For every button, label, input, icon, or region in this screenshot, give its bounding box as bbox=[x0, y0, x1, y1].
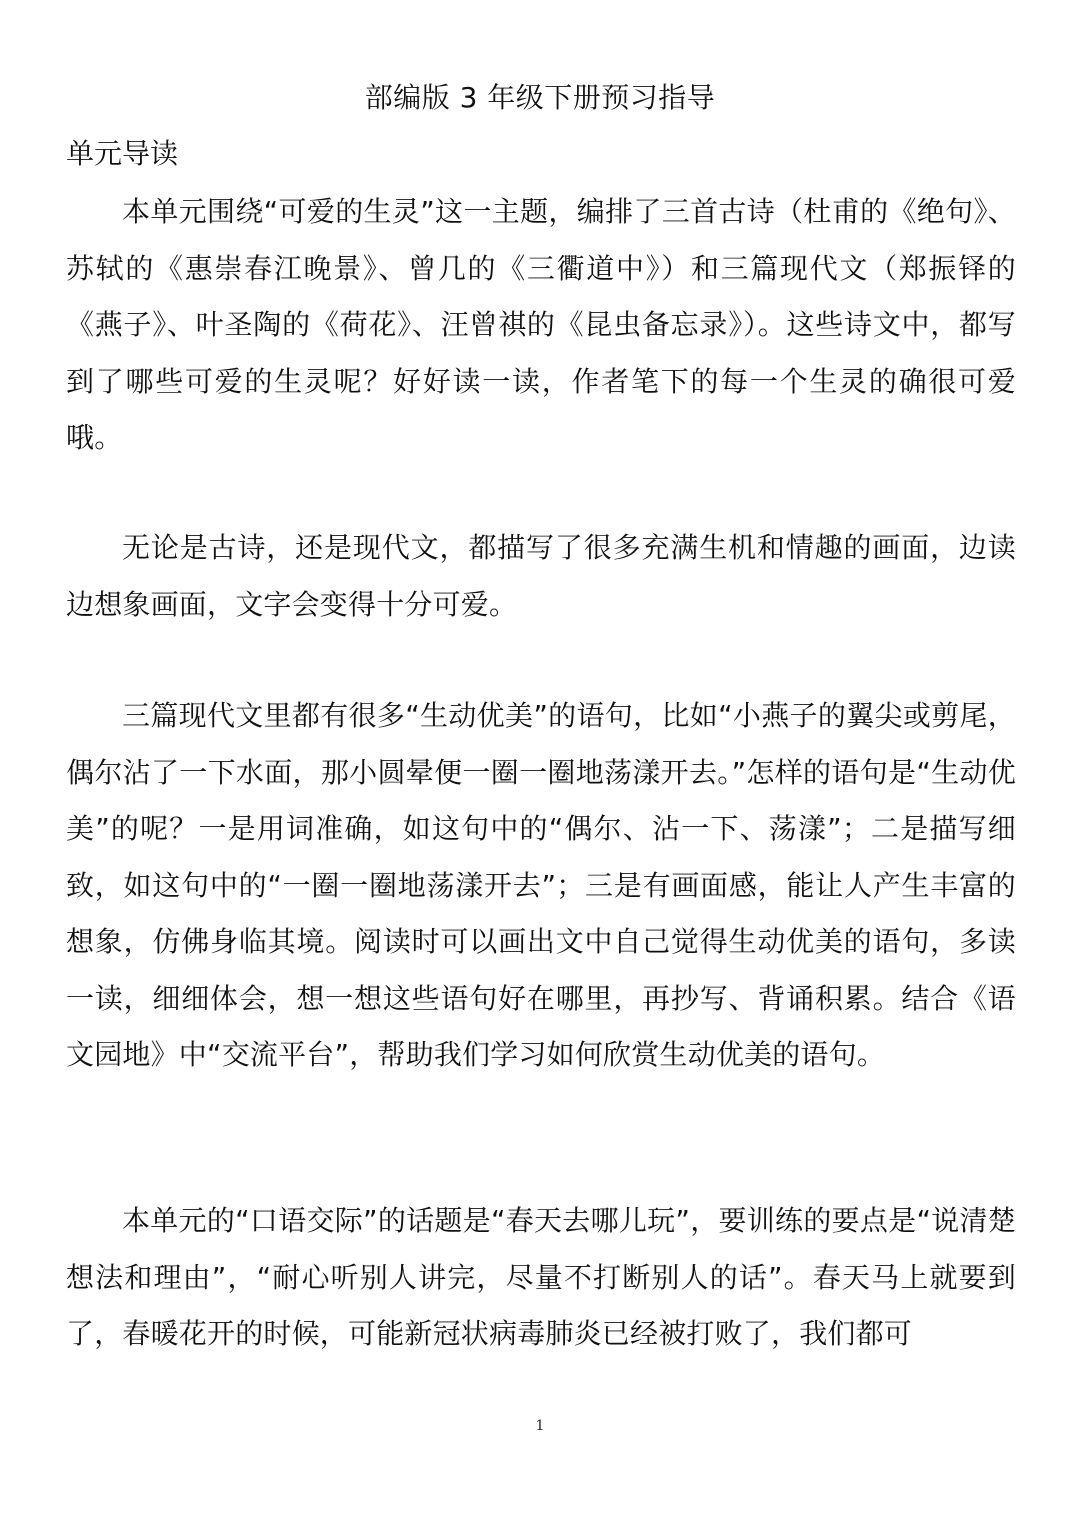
page-title: 部编版 3 年级下册预习指导 bbox=[364, 81, 716, 114]
paragraph-oral-communication: 本单元的“口语交际”的话题是“春天去哪儿玩”，要训练的要点是“说清楚想法和理由”，“耐心听别人讲完，尽量不打断别人的话”。春天马上就要到了，春暖花开的时候，可能新冠状病毒肺炎已经被打败了，我们都可 bbox=[66, 1204, 1016, 1350]
section-heading: 单元导读 bbox=[66, 137, 179, 170]
page-number: 1 bbox=[535, 1418, 545, 1434]
paragraph-vivid-sentences: 三篇现代文里都有很多“生动优美”的语句，比如“小燕子的翼尖或剪尾，偶尔沾了一下水面，那小圆晕便一圈一圈地荡漾开去。”怎样的语句是“生动优美”的呢？一是用词准确，如这句中的“偶尔、沾一下、荡漾”；二是描写细致，如这句中的“一圈一圈地荡漾开去”；三是有画面感，能让人产生丰富的想象，仿佛身临其境。阅读时可以画出文中自己觉得生动优美的语句，多读一读，细细体会，想一想这些语句好在哪里，再抄写、背诵积累。结合《语文园地》中“交流平台”，帮助我们学习如何欣赏生动优美的语句。 bbox=[66, 699, 1016, 1071]
paragraph-imagination: 无论是古诗，还是现代文，都描写了很多充满生机和情趣的画面，边读边想象画面，文字会变得十分可爱。 bbox=[66, 531, 1016, 621]
paragraph-unit-theme: 本单元围绕“可爱的生灵”这一主题，编排了三首古诗（杜甫的《绝句》、苏轼的《惠崇春江晚景》、曾几的《三衢道中》）和三篇现代文（郑振铎的《燕子》、叶圣陶的《荷花》、汪曾祺的《昆虫备忘录》）。这些诗文中，都写到了哪些可爱的生灵呢？好好读一读，作者笔下的每一个生灵的确很可爱哦。 bbox=[66, 195, 1016, 454]
